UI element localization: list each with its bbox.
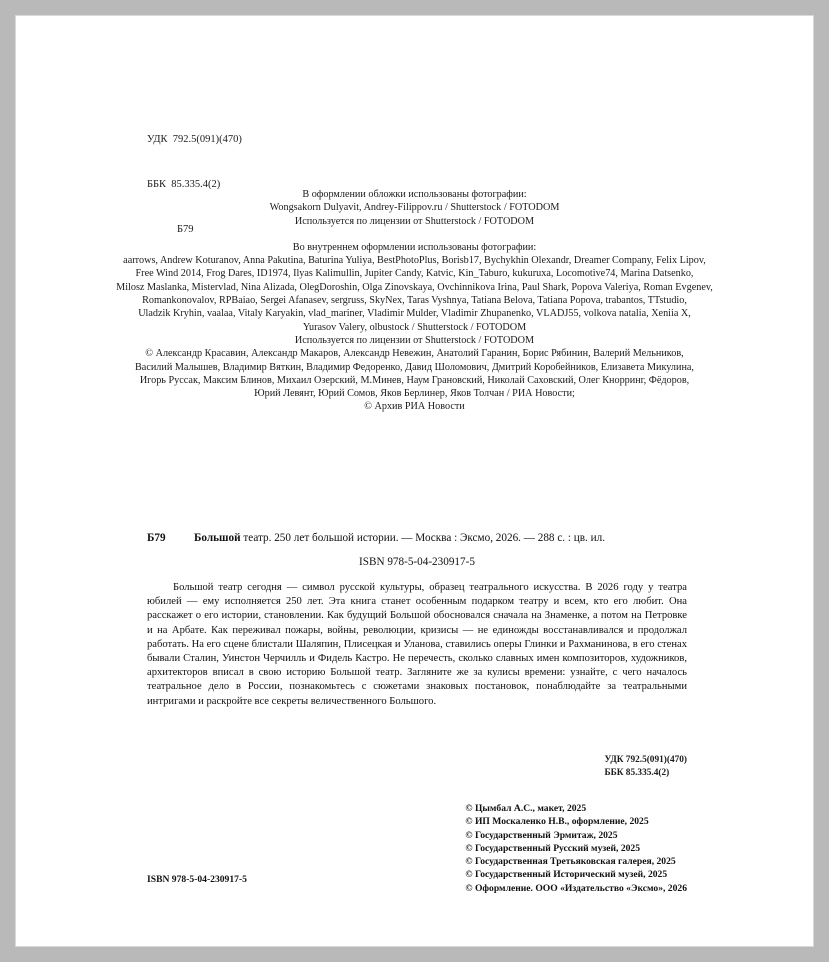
cover-credits-line-1: Wongsakorn Dulyavit, Andrey-Filippov.ru / Shutterstock / FOTODOM [269, 202, 560, 214]
cover-credits-license: Используется по лицензии от Shutterstock / FOTODOM [294, 215, 535, 227]
bibliographic-record [147, 530, 687, 709]
photo-author-line: © Архив РИА Новости [364, 401, 465, 413]
copyright-item: © Оформление. ООО «Издательство «Эксмо», 2026 [465, 882, 687, 894]
inner-credits-line: Yurasov Valery, olbustock / Shutterstock / FOTODOM [302, 321, 527, 333]
biblio-title: Большой [194, 532, 241, 544]
udk-code: УДК 792.5(091)(470) [147, 134, 242, 145]
copyright-item: © Государственная Третьяковская галерея, 2025 [465, 856, 676, 868]
credits-spacer-1 [76, 228, 753, 241]
copyright-item: © Государственный Исторический музей, 2025 [465, 869, 668, 881]
credits-block [76, 188, 753, 414]
bbk-code-small: ББК 85.335.4(2) [604, 767, 670, 778]
photo-author-line: © Александр Красавин, Александр Макаров, Александр Невежин, Анатолий Гаранин, Борис Рябинин, Валерий Мельников, [145, 348, 684, 360]
isbn-main: ISBN 978-5-04-230917-5 [359, 556, 475, 568]
inner-credits-heading: Во внутреннем оформлении использованы фотографии: [292, 241, 537, 253]
inner-credits-line: Free Wind 2014, Frog Dares, ID1974, Ilyas Kalimullin, Jupiter Candy, Katvic, Kin_Taburo, kukuruxa, Locomotive74, Marina Datsenko, [135, 268, 694, 280]
cover-credits-heading: В оформлении обложки использованы фотографии: [302, 189, 527, 200]
inner-credits-license: Используется по лицензии от Shutterstock / FOTODOM [294, 334, 535, 346]
inner-credits-line: Uladzik Kryhin, vaalaa, Vitaly Karyakin, vlad_mariner, Vladimir Mulder, Vladimir Zhupanenko, VLADJ55, volkova natalia, Xeniia X, [138, 308, 691, 320]
biblio-headline [147, 530, 687, 546]
photo-author-line: Игорь Руссак, Максим Блинов, Михаил Озерский, М.Минев, Наум Грановский, Николай Саховский, Олег Кнорринг, Фёдоров, [139, 374, 690, 386]
copyright-item: © Цымбал А.С., макет, 2025 [465, 803, 587, 814]
inner-credits-line: Milosz Maslanka, Mistervlad, Nina Alizada, OlegDoroshin, Olga Zinovskaya, Ovchinnikova Irina, Paul Shark, Popova Valeriya, Roman Evgenev, [116, 281, 713, 293]
photo-author-line: Юрий Левянт, Юрий Сомов, Яков Берлинер, Яков Толчан / РИА Новости; [254, 388, 575, 400]
copyright-item: © Государственный Эрмитаж, 2025 [465, 829, 618, 841]
inner-credits-line: Romankonovalov, RPBaiao, Sergei Afanasev, sergruss, SkyNex, Taras Vyshnya, Tatiana Belova, Tatiana Popova, trabantos, TTstudio, [142, 295, 687, 307]
isbn-bottom: ISBN 978-5-04-230917-5 [147, 874, 247, 885]
book-copyright-page [16, 16, 813, 946]
copyright-item: © Государственный Русский музей, 2025 [465, 842, 641, 854]
copyright-item: © ИП Москаленко Н.В., оформление, 2025 [465, 816, 649, 828]
inner-credits-line: aarrows, Andrew Koturanov, Anna Pakutina, Baturina Yuliya, BestPhotoPlus, Borisb17, Bychykhin Olexandr, Dreamer Company, Felix Lipov, [123, 255, 706, 267]
udk-code-small: УДК 792.5(091)(470) [604, 755, 687, 765]
copyright-list [465, 802, 687, 895]
annotation-text: Большой театр сегодня — символ русской культуры, образец театрального искусства. В 2026 году у театра юбилей — ему исполняется 250 лет. Эта книга станет особенным подарком театру и всем, кто его любит. Она расскажет о его истории, становлении. Как будущий Большой обосновался сначала на Знаменке, а потом на Петровке и на Арбате. Как переживал пожары, войны, революции, кризисы — не единожды восстанавливался и продолжал работать. На его сцене блистали Шаляпин, Плисецкая и Уланова, ставились оперы Глинки и Рахманинова, в его стенах бывали Сталин, Уинстон Черчилль и Фидель Кастро. Не перечесть, сколько славных имен композиторов, художников, архитекторов вписал в свою историю Большой театр. Загляните же за кулисы времени: узнайте, с чего началось театральное дело в России, познакомьтесь с сюжетами знаковых постановок, понаблюдайте за театральными интригами и раскройте все секреты величественного Большого. [147, 582, 687, 707]
classification-small-block [604, 754, 687, 779]
photo-author-line: Василий Малышев, Владимир Вяткин, Владимир Федоренко, Давид Шоломович, Дмитрий Коробейников, Елизавета Микулина, [135, 361, 694, 373]
bbk-code: ББК 85.335.4(2) [147, 179, 221, 190]
page-content [16, 16, 813, 946]
biblio-description: театр. 250 лет большой истории. — Москва : Эксмо, 2026. — 288 с. : цв. ил. [240, 532, 606, 544]
biblio-code: Б79 [147, 532, 166, 544]
book-code: Б79 [177, 224, 194, 235]
